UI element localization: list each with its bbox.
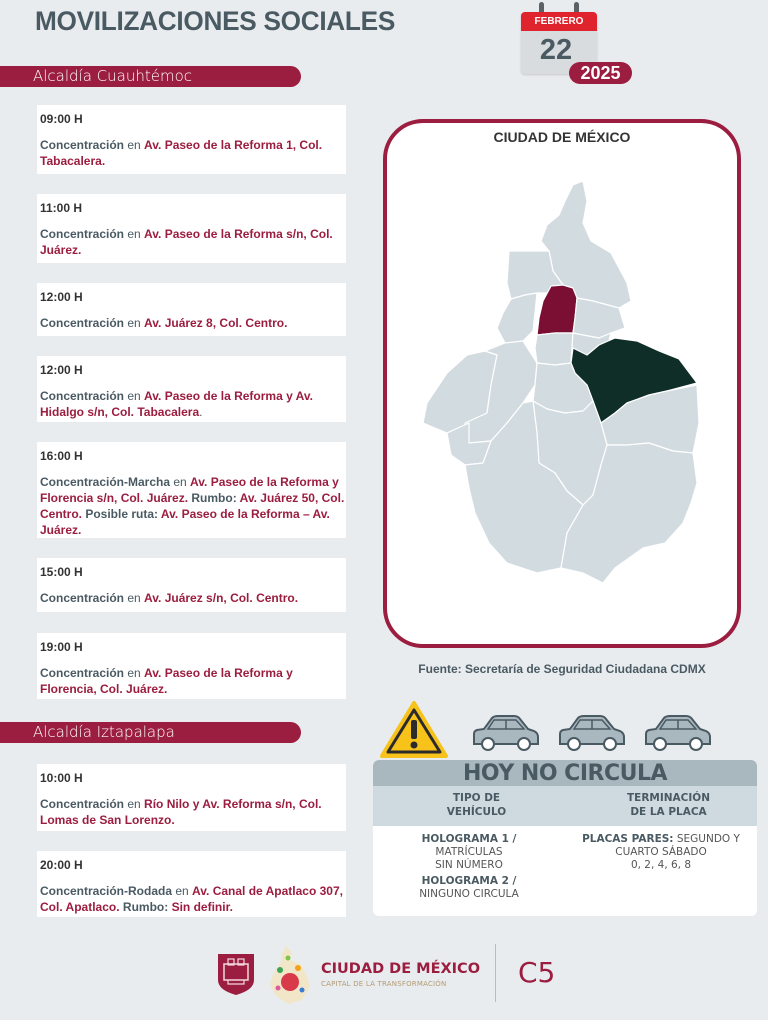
warning-icon — [382, 703, 446, 756]
vehicle-type-header: TIPO DE VEHÍCULO — [446, 792, 507, 818]
event-time: 15:00 H — [40, 565, 83, 579]
hoy-no-circula-icons — [380, 700, 760, 760]
event-card — [37, 764, 346, 831]
event-text-segment: . — [199, 405, 203, 419]
event-text-segment: en — [124, 389, 145, 403]
event-card — [37, 356, 346, 422]
event-time: 12:00 H — [40, 290, 83, 304]
event-description — [40, 796, 346, 828]
car-icon — [646, 716, 710, 750]
hoy-no-circula-title: HOY NO CIRCULA — [373, 760, 757, 786]
hoy-no-circula-panel — [373, 760, 757, 916]
event-description — [40, 315, 346, 331]
car-icon — [474, 716, 538, 750]
holograma-1-text: MATRÍCULAS SIN NÚMERO — [435, 846, 503, 871]
event-card — [37, 442, 346, 538]
event-description — [40, 883, 346, 915]
event-text-segment: Av. Paseo de la Reforma – Av. Juárez. — [40, 507, 330, 537]
event-card — [37, 633, 346, 699]
event-description — [40, 665, 346, 697]
event-text-segment: en — [124, 138, 145, 152]
event-text-segment: Río Nilo y Av. Reforma s/n, Col. Lomas de San Lorenzo. — [40, 797, 322, 827]
event-text-segment: Sin definir. — [171, 900, 233, 914]
placas-pares-text: SEGUNDO Y CUARTO SÁBADO — [615, 833, 740, 858]
map-panel — [383, 119, 741, 648]
event-text-segment: Concentración — [40, 227, 125, 241]
event-text-segment: en — [124, 227, 145, 241]
event-time: 20:00 H — [40, 858, 83, 872]
event-card — [37, 194, 346, 263]
event-text-segment: en — [170, 475, 191, 489]
event-text-segment: en — [124, 591, 145, 605]
event-text-segment: Av. Paseo de la Reforma 1, Col. Tabacalera. — [40, 138, 323, 168]
holograma-1-label: HOLOGRAMA 1 / — [421, 833, 517, 845]
event-text-segment: Concentración-Marcha — [40, 475, 171, 489]
event-time: 16:00 H — [40, 449, 83, 463]
footer-divider — [495, 944, 496, 1002]
event-text-segment: Concentración — [40, 797, 125, 811]
calendar-day: 22 — [539, 34, 573, 66]
logo-title: CIUDAD DE MÉXICO — [321, 961, 481, 977]
map-source-caption: Fuente: Secretaría de Seguridad Ciudadana CDMX — [418, 662, 706, 676]
event-text-segment: Concentración — [40, 389, 125, 403]
event-text-segment: Av. Canal de Apatlaco 307, Col. Apatlaco. — [40, 884, 343, 914]
event-text-segment: Concentración — [40, 591, 125, 605]
event-text-segment: Rumbo: — [188, 491, 240, 505]
event-text-segment: en — [172, 884, 193, 898]
calendar-date-badge — [521, 2, 633, 86]
event-time: 09:00 H — [40, 112, 83, 126]
event-time: 12:00 H — [40, 363, 83, 377]
event-description — [40, 137, 346, 169]
map-region-benito-juarez — [535, 333, 573, 365]
map-region-miguel-hidalgo — [497, 293, 537, 343]
car-icon — [560, 716, 624, 750]
footer — [0, 940, 768, 1010]
event-text-segment: Av. Paseo de la Reforma y Av. Hidalgo s/n, Col. Tabacalera — [40, 389, 313, 419]
placas-pares-label: PLACAS PARES: — [582, 833, 674, 845]
calendar-year: 2025 — [569, 62, 632, 84]
event-text-segment: Av. Juárez s/n, Col. Centro. — [144, 591, 299, 605]
cdmx-heart-logo-icon — [266, 944, 314, 1006]
map-title: CIUDAD DE MÉXICO — [493, 129, 631, 145]
event-text-segment: Posible ruta: — [82, 507, 161, 521]
event-description — [40, 474, 346, 538]
event-text-segment: Av. Paseo de la Reforma y Florencia, Col. Juárez. — [40, 666, 293, 696]
placas-digits: 0, 2, 4, 6, 8 — [630, 859, 692, 871]
hoy-no-circula-body — [373, 826, 757, 901]
event-text-segment: en — [124, 316, 145, 330]
calendar-month: FEBRERO — [521, 12, 597, 31]
event-time: 19:00 H — [40, 640, 83, 654]
event-text-segment: Rumbo: — [119, 900, 172, 914]
event-text-segment: Av. Paseo de la Reforma y Florencia s/n, Col. Juárez. — [40, 475, 339, 505]
event-text-segment: Concentración — [40, 138, 125, 152]
section-header-iztapalapa: Alcaldía Iztapalapa — [0, 722, 301, 743]
hoy-no-circula-headers — [373, 786, 757, 826]
event-time: 11:00 H — [40, 201, 83, 215]
plate-ending-column — [565, 833, 757, 901]
event-card — [37, 558, 346, 612]
event-card — [37, 283, 346, 336]
event-text-segment: Concentración — [40, 316, 125, 330]
event-text-segment: Concentración-Rodada — [40, 884, 173, 898]
event-text-segment: en — [124, 797, 145, 811]
event-description — [40, 226, 346, 258]
cdmx-shield-icon — [216, 952, 256, 996]
holograma-2-label: HOLOGRAMA 2 / — [421, 875, 517, 887]
c5-logo: C5 — [518, 956, 556, 989]
event-text-segment: en — [124, 666, 145, 680]
event-description — [40, 388, 346, 420]
section-header-cuauhtemoc: Alcaldía Cuauhtémoc — [0, 66, 301, 87]
logo-subtitle: CAPITAL DE LA TRANSFORMACIÓN — [321, 980, 447, 988]
event-time: 10:00 H — [40, 771, 83, 785]
event-text-segment: Av. Juárez 50, Col. Centro. — [40, 491, 345, 521]
event-text-segment: Av. Paseo de la Reforma s/n, Col. Juárez. — [40, 227, 333, 257]
cdmx-map — [387, 123, 737, 644]
event-description — [40, 590, 346, 606]
vehicle-type-column — [373, 833, 565, 901]
holograma-2-text: NINGUNO CIRCULA — [419, 888, 519, 900]
page-title: MOVILIZACIONES SOCIALES — [35, 6, 396, 36]
plate-ending-header: TERMINACIÓN DE LA PLACA — [626, 792, 710, 818]
event-text-segment: Concentración — [40, 666, 125, 680]
event-card — [37, 851, 346, 917]
event-card — [37, 105, 346, 174]
event-text-segment: Av. Juárez 8, Col. Centro. — [144, 316, 288, 330]
